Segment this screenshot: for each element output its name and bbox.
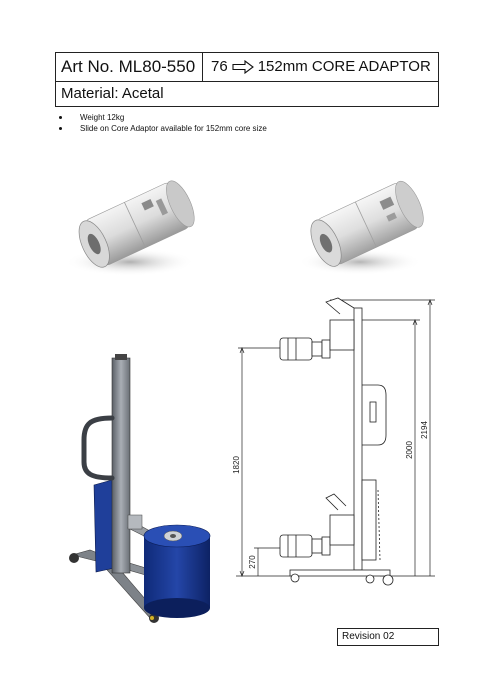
- title-block: [55, 52, 439, 107]
- dim-2000: 2000: [405, 441, 414, 459]
- core-adaptor-render-left: [60, 170, 210, 280]
- lifter-3d-render: [60, 350, 225, 630]
- spec-weight: Weight 12kg: [58, 112, 267, 123]
- size-to: 152mm CORE ADAPTOR: [257, 58, 431, 75]
- product-name: [203, 53, 438, 81]
- side-elevation-drawing: [230, 290, 445, 590]
- arrow-right-icon: [232, 60, 254, 74]
- material-label: Material: Acetal: [61, 85, 164, 102]
- article-number: Art No. ML80-550: [56, 53, 203, 81]
- core-adaptor-render-right: [290, 170, 440, 280]
- dim-2194: 2194: [420, 421, 429, 439]
- spec-core-size: Slide on Core Adaptor available for 152mm core size: [58, 123, 267, 134]
- title-row: [56, 53, 438, 82]
- size-from: 76: [211, 58, 228, 75]
- spec-list: [58, 112, 267, 134]
- revision-label: Revision 02: [337, 628, 439, 646]
- dim-1820: 1820: [232, 456, 241, 474]
- dim-270: 270: [248, 555, 257, 569]
